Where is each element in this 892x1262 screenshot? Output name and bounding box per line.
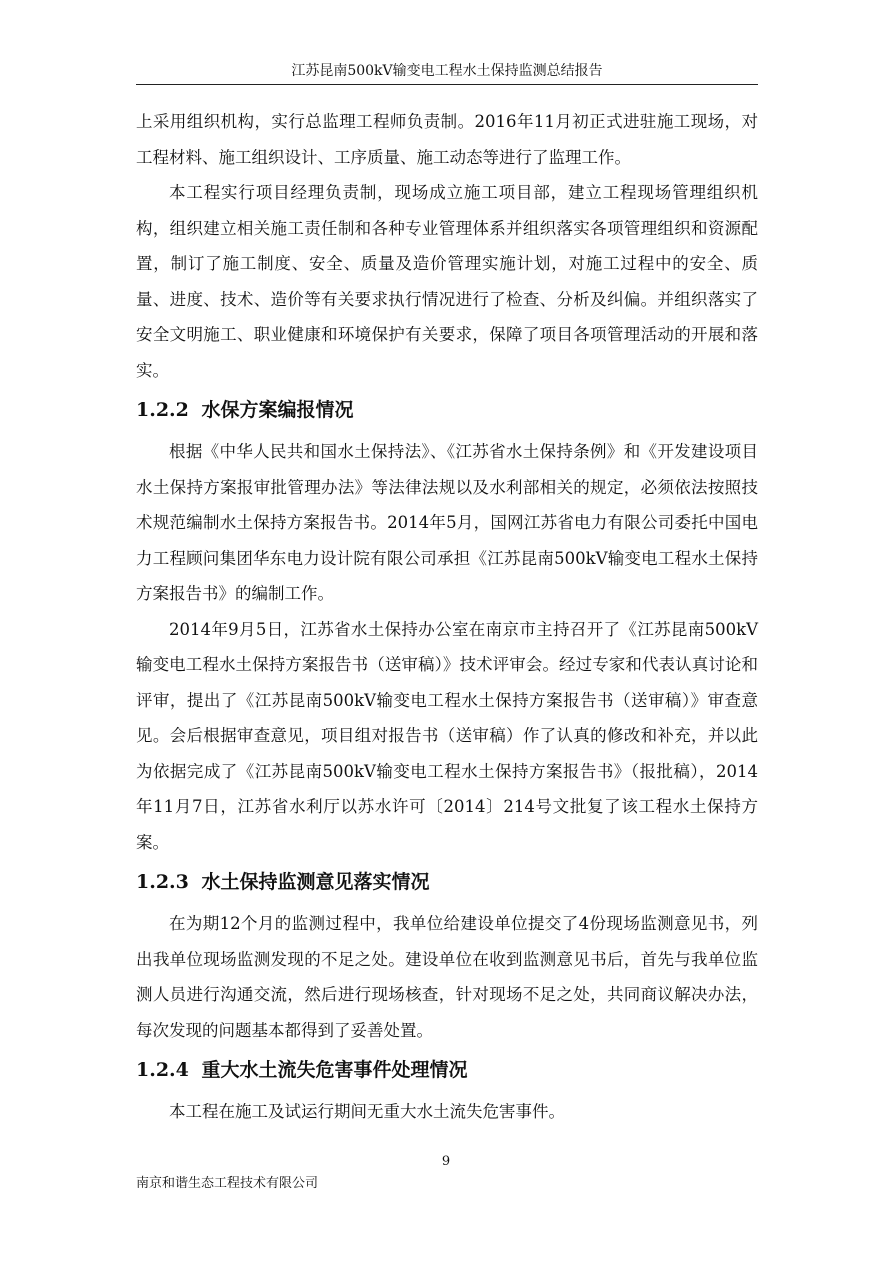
section-title: 水土保持监测意见落实情况 bbox=[201, 871, 430, 893]
page-body bbox=[136, 104, 758, 1130]
running-header: 江苏昆南500kV输变电工程水土保持监测总结报告 bbox=[136, 60, 758, 85]
section-heading-1-2-4 bbox=[136, 1048, 758, 1094]
body-paragraph: 上采用组织机构，实行总监理工程师负责制。2016年11月初正式进驻施工现场，对工程材料、施工组织设计、工序质量、施工动态等进行了监理工作。 bbox=[136, 112, 758, 167]
body-paragraph: 在为期12个月的监测过程中，我单位给建设单位提交了4份现场监测意见书，列出我单位现场监测发现的不足之处。建设单位在收到监测意见书后，首先与我单位监测人员进行沟通交流，然后进行现场核查，针对现场不足之处，共同商议解决办法，每次发现的问题基本都得到了妥善处置。 bbox=[136, 914, 758, 1040]
page-number: 9 bbox=[441, 1154, 451, 1169]
footer-company: 南京和谐生态工程技术有限公司 bbox=[136, 1176, 319, 1191]
section-title: 水保方案编报情况 bbox=[201, 399, 354, 421]
section-number: 1.2.4 bbox=[136, 1059, 189, 1081]
body-paragraph: 2014年9月5日，江苏省水土保持办公室在南京市主持召开了《江苏昆南500kV输变电工程水土保持方案报告书（送审稿）》技术评审会。经过专家和代表认真讨论和评审，提出了《江苏昆南500kV输变电工程水土保持方案报告书（送审稿）》审查意见。会后根据审查意见，项目组对报告书（送审稿）作了认真的修改和补充，并以此为依据完成了《江苏昆南500kV输变电工程水土保持方案报告书》（报批稿），2014年11月7日，江苏省水利厅以苏水许可〔2014〕214号文批复了该工程水土保持方案。 bbox=[136, 619, 758, 852]
section-number: 1.2.2 bbox=[136, 399, 189, 421]
section-number: 1.2.3 bbox=[136, 871, 189, 893]
body-paragraph: 本工程实行项目经理负责制，现场成立施工项目部，建立工程现场管理组织机构，组织建立相关施工责任制和各种专业管理体系并组织落实各项管理组织和资源配置，制订了施工制度、安全、质量及造价管理实施计划，对施工过程中的安全、质量、进度、技术、造价等有关要求执行情况进行了检查、分析及纠偏。并组织落实了安全文明施工、职业健康和环境保护有关要求，保障了项目各项管理活动的开展和落实。 bbox=[136, 183, 758, 380]
body-paragraph: 本工程在施工及试运行期间无重大水土流失危害事件。 bbox=[169, 1102, 565, 1121]
body-paragraph: 根据《中华人民共和国水土保持法》、《江苏省水土保持条例》和《开发建设项目水土保持方案报审批管理办法》等法律法规以及水利部相关的规定，必须依法按照技术规范编制水土保持方案报告书。2014年5月，国网江苏省电力有限公司委托中国电力工程顾问集团华东电力设计院有限公司承担《江苏昆南500kV输变电工程水土保持方案报告书》的编制工作。 bbox=[136, 442, 758, 603]
section-title: 重大水土流失危害事件处理情况 bbox=[201, 1059, 468, 1081]
section-heading-1-2-3 bbox=[136, 860, 758, 906]
section-heading-1-2-2 bbox=[136, 388, 758, 434]
